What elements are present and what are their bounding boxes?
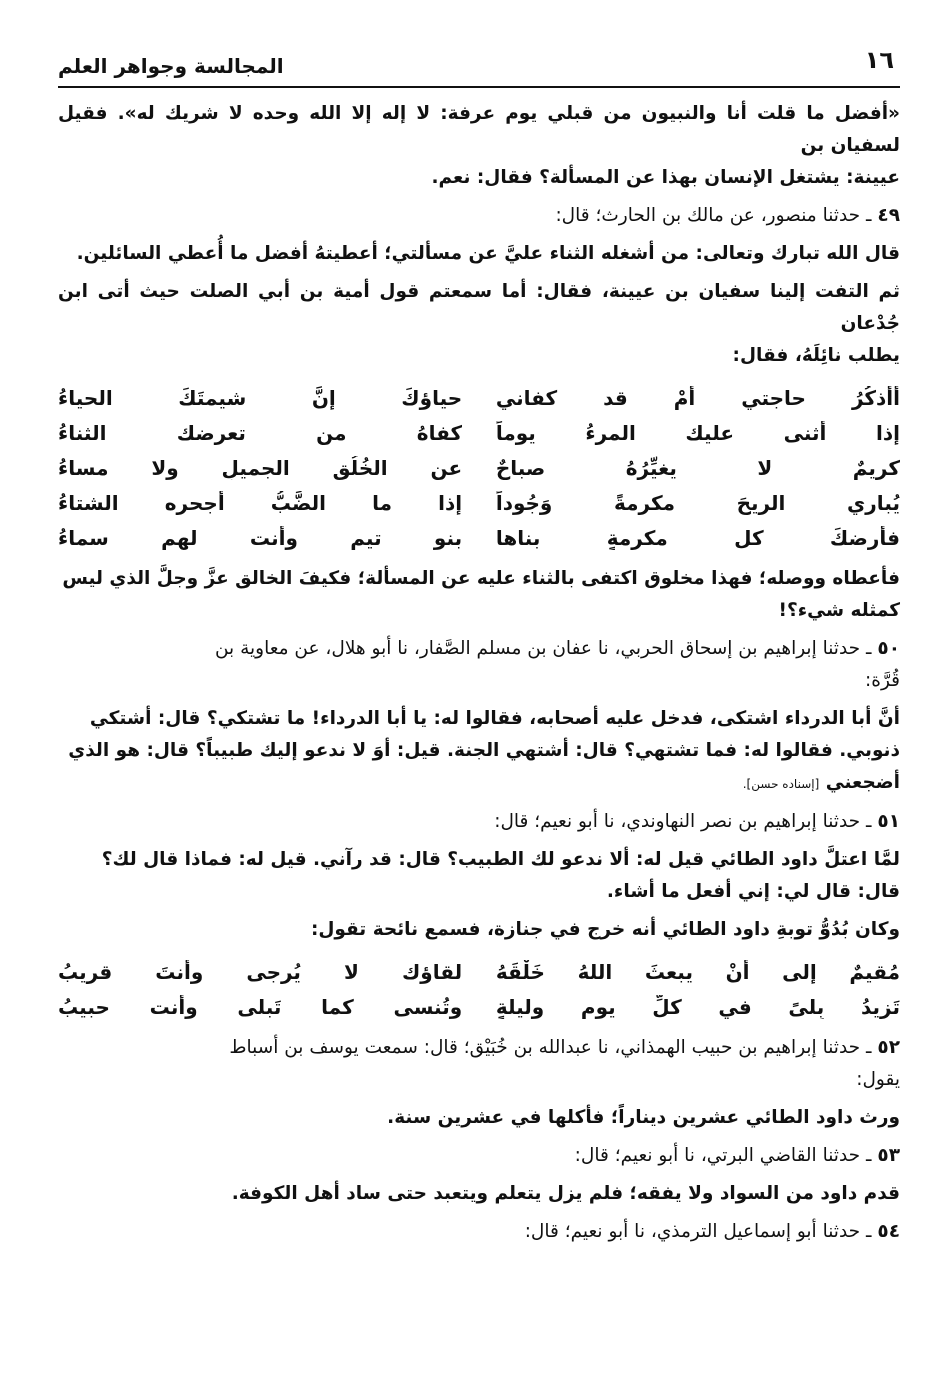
verse-second-hemistich: عن الخُلُقِ الجميلِ ولا مساءُ: [58, 455, 463, 480]
hadith-number: ٤٩: [877, 205, 900, 226]
text-line: كمثله شيء؟!: [778, 600, 900, 621]
poem-verse: [58, 450, 900, 485]
poem-verse: [58, 520, 900, 555]
text-line: لمَّا اعتلَّ داود الطائي قيل له: ألا ندعو لك الطبيب؟ قال: قد رآني. قيل له: فماذا قال لك؟: [101, 849, 900, 870]
verse-second-hemistich: إذا ما الضَّبُّ أجحره الشتاءُ: [58, 490, 463, 515]
verse-second-hemistich: لقاؤك لا يُرجى وأنتَ قريبُ: [58, 959, 463, 984]
verse-first-hemistich: فأرضكَ كل مكرمةٍ بناها: [495, 525, 900, 550]
text-line: قال الله تبارك وتعالى: من أشغله الثناء عليَّ عن مسألتي؛ أعطيتهُ أفضل ما أُعطي السائلين.: [76, 243, 900, 264]
text-line: وكان بُدُوُّ توبةِ داود الطائي أنه خرج في جنازة، فسمع نائحة تقول:: [310, 919, 900, 940]
poem: [58, 380, 900, 555]
verse-second-hemistich: بنو تيمٍ وأنت لهم سماءُ: [58, 525, 463, 550]
text-line: يطلب نائِلَهُ، فقال:: [732, 345, 900, 366]
text-line: قدم داود من السواد ولا يفقه؛ فلم يزل يتعلم ويتعبد حتى ساد أهل الكوفة.: [231, 1183, 900, 1204]
isnad-line: ٥٣ـ حدثنا القاضي البرتي، نا أبو نعيم؛ قال:: [574, 1145, 900, 1166]
isnad-line: ٤٩ـ حدثنا منصور، عن مالك بن الحارث؛ قال:: [555, 205, 900, 226]
poem-verse: [58, 989, 900, 1024]
isnad-line: يقول:: [856, 1069, 900, 1090]
text-line: ذنوبي. فقالوا له: فما تشتهي؟ قال: أشتهي الجنة. قيل: أوَ لا ندعو إليك طبيباً؟ قال: هو الذي: [68, 740, 900, 761]
verse-first-hemistich: أأذكُرُ حاجتي أمْ قد كفاني: [495, 385, 900, 410]
text-line: عيينة: يشتغل الإنسان بهذا عن المسألة؟ فقال: نعم.: [431, 167, 900, 188]
verse-first-hemistich: تَزيدُ بِلىً في كلِّ يومٍ وليلةٍ: [495, 994, 900, 1019]
hadith-number: ٥٠: [877, 638, 900, 659]
book-page: [58, 40, 900, 1379]
page-number: ١٦: [864, 46, 894, 74]
text-line: ورث داود الطائي عشرين ديناراً؛ فأكلها في عشرين سنة.: [387, 1107, 900, 1128]
isnad-line: قُرَّة:: [865, 670, 900, 691]
text-line: أضجعني [إسناده حسن].: [742, 772, 900, 793]
isnad-line: ٥١ـ حدثنا إبراهيم بن نصر النهاوندي، نا أبو نعيم؛ قال:: [494, 811, 900, 832]
verse-first-hemistich: كريمٌ لا يغيِّرُهُ صباحٌ: [495, 455, 900, 480]
hadith-number: ٥١: [877, 811, 900, 832]
page-header: [58, 40, 900, 88]
grading-note: [إسناده حسن].: [742, 777, 820, 791]
page-body: [58, 98, 900, 1254]
verse-first-hemistich: يُباري الريحَ مكرمةً وَجُوداً: [495, 490, 900, 515]
running-title: المجالسة وجواهر العلم: [58, 54, 284, 78]
poem: [58, 954, 900, 1024]
poem-verse: [58, 485, 900, 520]
hadith-number: ٥٢: [877, 1037, 900, 1058]
poem-verse: [58, 380, 900, 415]
hadith-number: ٥٣: [877, 1145, 900, 1166]
spacer: [58, 946, 900, 952]
spacer: [58, 1248, 900, 1254]
isnad-line: ٥٤ـ حدثنا أبو إسماعيل الترمذي، نا أبو نعيم؛ قال:: [524, 1221, 900, 1242]
text-line: فأعطاه ووصله؛ فهذا مخلوق اكتفى بالثناء عليه عن المسألة؛ فكيفَ الخالق عزَّ وجلَّ الذي ليس: [62, 568, 900, 589]
verse-second-hemistich: وتُنسى كما تَبلى وأنت حبيبُ: [58, 994, 463, 1019]
text-line: «أفضل ما قلت أنا والنبيون من قبلي يوم عرفة: لا إله إلا الله وحده لا شريك له». فقيل لسفيان بن: [58, 103, 900, 156]
poem-verse: [58, 954, 900, 989]
isnad-line: ٥٢ـ حدثنا إبراهيم بن حبيب الهمذاني، نا عبدالله بن خُبَيْق؛ قال: سمعت يوسف بن أسباط: [229, 1037, 900, 1058]
verse-first-hemistich: مُقيمٌ إلى أنْ يبعثَ اللهُ خَلْقَهُ: [495, 959, 900, 984]
text-line: ثم التفت إلينا سفيان بن عيينة، فقال: أما سمعتم قول أمية بن أبي الصلت حيث أتى ابن جُدْعان: [58, 281, 900, 334]
verse-second-hemistich: كفاهُ من تعرضك الثناءُ: [58, 420, 463, 445]
verse-first-hemistich: إذا أثنى عليك المرءُ يوماً: [495, 420, 900, 445]
hadith-number: ٥٤: [877, 1221, 900, 1242]
text-line: أنَّ أبا الدرداء اشتكى، فدخل عليه أصحابه، فقالوا له: يا أبا الدرداء! ما تشتكي؟ قال: أشتكي: [89, 708, 900, 729]
verse-second-hemistich: حياؤكَ إنَّ شيمتَكَ الحياءُ: [58, 385, 463, 410]
text-line: قال: قال لي: إني أفعل ما أشاء.: [606, 881, 900, 902]
poem-verse: [58, 415, 900, 450]
isnad-line: ٥٠ـ حدثنا إبراهيم بن إسحاق الحربي، نا عفان بن مسلم الصَّفار، نا أبو هلال، عن معاوية بن: [214, 638, 900, 659]
spacer: [58, 372, 900, 378]
